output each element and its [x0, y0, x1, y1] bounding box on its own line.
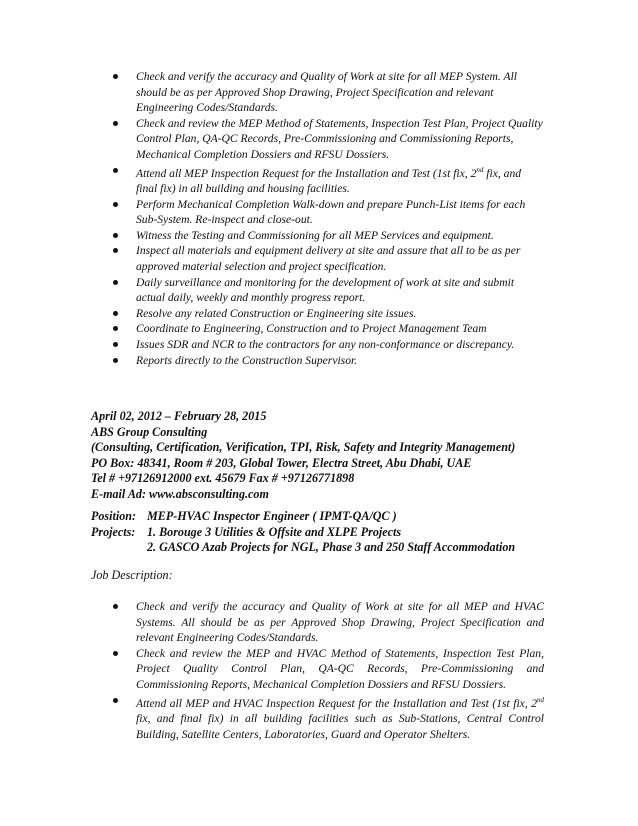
list-item	[0, 646, 544, 693]
company-services: (Consulting, Certification, Verification, TPI, Risk, Safety and Integrity Management)	[91, 440, 516, 455]
list-item-text: Attend all MEP Inspection Request for the Installation and Test (1st fix, 2nd fix, and final fix) in all building and housing facilities.	[136, 165, 522, 196]
list-item-text: Daily surveillance and monitoring for the development of work at site and submit actual daily, weekly and monthly progress report.	[136, 275, 515, 305]
list-item	[0, 337, 515, 353]
bullet-icon	[113, 121, 118, 126]
projects-line	[91, 540, 515, 556]
bullet-icon	[113, 358, 118, 363]
list-item-text: Check and verify the accuracy and Quality of Work at site for all MEP System. All should be as per Approved Shop Drawing, Project Specification and relevant Engineering Codes/Standards.	[136, 70, 518, 115]
position-line	[91, 509, 515, 525]
list-item-text: Attend all MEP and HVAC Inspection Request for the Installation and Test (1st fix, 2nd fix, and final fix) in all building facilities such as Sub-Stations, Central Control Building, Satellite Centers, Laboratories, Guard and Operator Shelters.	[136, 695, 544, 741]
list-item	[0, 599, 544, 646]
project-item: 1. Borouge 3 Utilities & Offsite and XLPE Projects	[147, 524, 402, 539]
list-item	[0, 69, 518, 116]
list-item	[0, 306, 417, 322]
company-email: E-mail Ad: www.absconsulting.com	[91, 486, 269, 501]
position-label: Position:	[91, 509, 137, 523]
list-item	[0, 321, 487, 337]
list-item	[0, 228, 494, 244]
company-phone: Tel # +97126912000 ext. 45679 Fax # +97126771898	[91, 471, 355, 486]
employment-header	[91, 409, 515, 503]
projects-line	[91, 525, 515, 541]
bullet-icon	[113, 604, 118, 609]
bullet-icon	[113, 233, 118, 238]
list-item-text: Perform Mechanical Completion Walk-down and prepare Punch-List items for each Sub-System. Re-inspect and close-out.	[136, 197, 526, 227]
bullet-icon	[113, 311, 118, 316]
company-name: ABS Group Consulting	[91, 424, 208, 439]
list-item	[0, 243, 521, 274]
bullet-icon	[113, 698, 118, 703]
job-description-heading: Job Description:	[91, 568, 173, 582]
list-item	[0, 693, 544, 743]
bullet-icon	[113, 326, 118, 331]
bullet-icon	[113, 651, 118, 656]
list-item	[0, 197, 526, 228]
list-item-text: Issues SDR and NCR to the contractors for any non-conformance or discrepancy.	[136, 337, 515, 351]
bullet-icon	[113, 248, 118, 253]
list-item-text: Reports directly to the Construction Supervisor.	[136, 353, 358, 367]
list-item-text: Check and review the MEP and HVAC Method of Statements, Inspection Test Plan, Project Quality Control Plan, QA-QC Records, Pre-Commissioning and Commissioning Reports, Mechanical Completion Dossiers and RFSU Dossiers.	[136, 646, 544, 691]
bullet-icon	[113, 342, 118, 347]
bullet-icon	[113, 202, 118, 207]
bullet-icon	[113, 74, 118, 79]
list-item-text: Check and review the MEP Method of Statements, Inspection Test Plan, Project Quality Control Plan, QA-QC Records, Pre-Commissioning and Commissioning Reports, Mechanical Completion Dossiers and RFSU Dossiers.	[136, 116, 543, 161]
bullet-icon	[113, 280, 118, 285]
company-address: PO Box: 48341, Room # 203, Global Tower, Electra Street, Abu Dhabi, UAE	[91, 455, 472, 470]
employment-dates: April 02, 2012 – February 28, 2015	[91, 409, 267, 423]
list-item-text: Check and verify the accuracy and Quality of Work at site for all MEP and HVAC Systems. All should be as per Approved Shop Drawing, Project Specification and relevant Engineering Codes/Standards.	[136, 600, 544, 645]
position-block	[91, 509, 515, 556]
project-item: 2. GASCO Azab Projects for NGL, Phase 3 and 250 Staff Accommodation	[147, 540, 516, 555]
job-description-list	[0, 599, 544, 742]
list-item-text: Resolve any related Construction or Engineering site issues.	[136, 306, 417, 320]
list-item-text: Coordinate to Engineering, Construction and to Project Management Team	[136, 322, 487, 336]
list-item	[0, 116, 543, 163]
position-value: MEP-HVAC Inspector Engineer ( IPMT-QA/QC )	[147, 509, 397, 523]
list-item	[0, 163, 522, 197]
projects-label: Projects:	[91, 524, 136, 539]
list-item-text: Witness the Testing and Commissioning for all MEP Services and equipment.	[136, 228, 494, 242]
list-item-text: Inspect all materials and equipment delivery at site and assure that all to be as per approved material selection and project specification.	[136, 244, 521, 273]
list-item	[0, 275, 515, 306]
bullet-icon	[113, 168, 118, 173]
list-item	[0, 353, 408, 369]
responsibilities-list	[0, 69, 543, 368]
